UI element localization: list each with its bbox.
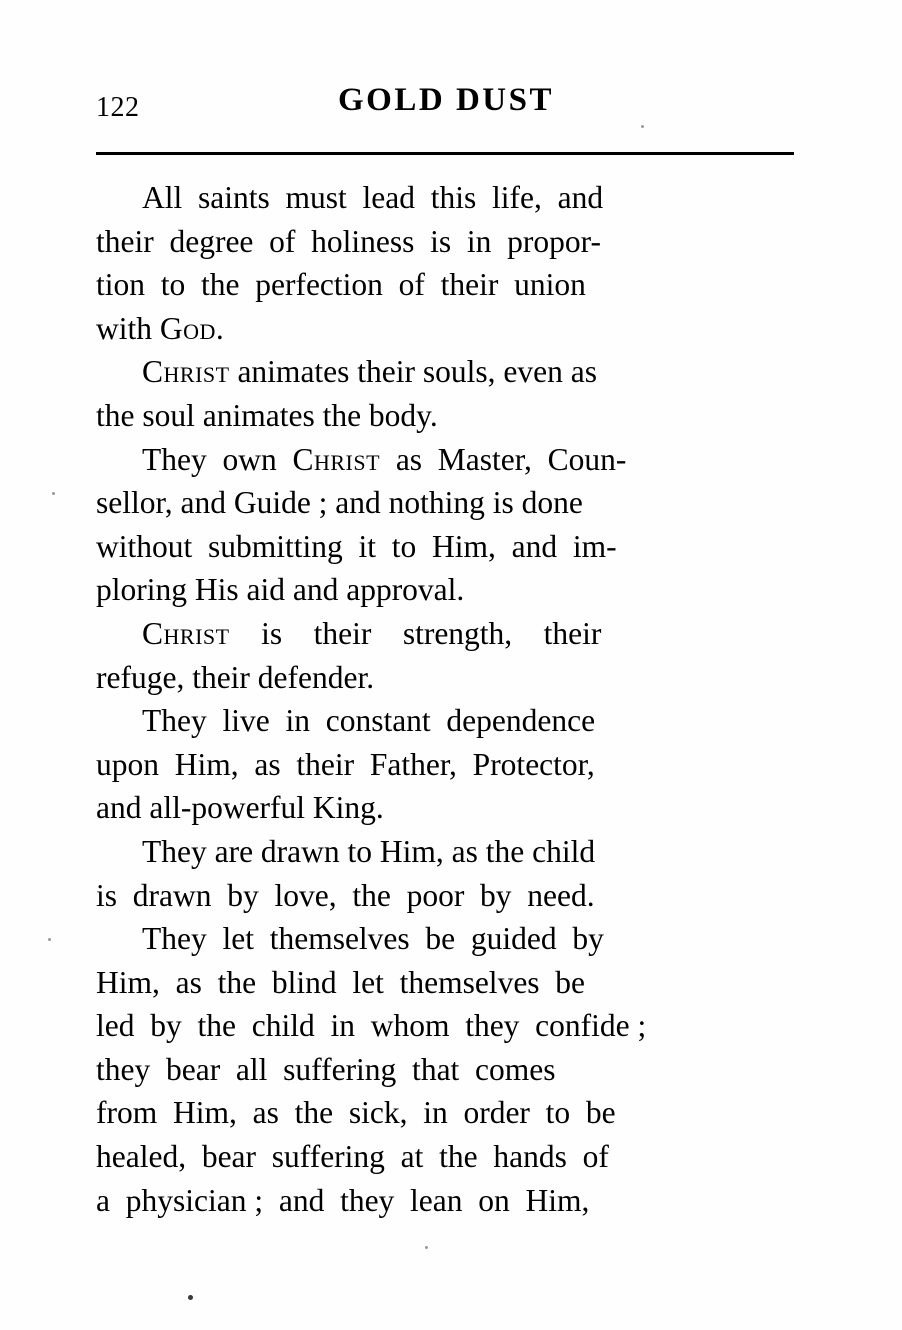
text-line: Him, as the blind let themselves be [96, 964, 586, 1000]
page-header [96, 82, 796, 128]
text-line: They let themselves be guided by [142, 921, 604, 957]
text-line: is drawn by love, the poor by need. [96, 877, 595, 913]
paragraph [96, 917, 796, 1222]
text-line: They live in constant dependence [142, 703, 596, 739]
text-line: They are drawn to Him, as the child [142, 833, 596, 869]
text-line: from Him, as the sick, in order to be [96, 1095, 616, 1131]
text-line: ploring His aid and approval. [96, 572, 465, 608]
paragraph [96, 612, 796, 699]
text-line: tion to the perfection of their union [96, 267, 586, 303]
page-speck [641, 125, 644, 128]
paragraph [96, 176, 796, 350]
text-line: with God. [96, 310, 224, 346]
text-line: They own Christ as Master, Coun- [142, 441, 627, 477]
text-line: Christ animates their souls, even as [142, 354, 597, 390]
text-line: led by the child in whom they confide ; [96, 1008, 647, 1044]
page-number: 122 [96, 92, 140, 123]
page-speck [425, 1246, 428, 1249]
page-body [96, 176, 796, 1222]
paragraph [96, 699, 796, 830]
paragraph [96, 350, 796, 437]
running-title: GOLD DUST [338, 82, 554, 118]
text-line: and all-powerful King. [96, 790, 384, 826]
page-smudge [188, 1295, 193, 1300]
text-line: refuge, their defender. [96, 659, 375, 695]
header-rule [96, 152, 794, 155]
text-line: All saints must lead this life, and [142, 180, 604, 215]
text-line: Christ is their strength, their [142, 615, 602, 651]
text-line: their degree of holiness is in propor- [96, 223, 601, 259]
text-line: healed, bear suffering at the hands of [96, 1139, 609, 1175]
paragraph [96, 438, 796, 612]
text-line: they bear all suffering that comes [96, 1051, 556, 1087]
text-line: without submitting it to Him, and im- [96, 528, 617, 564]
text-line: a physician ; and they lean on Him, [96, 1182, 590, 1218]
text-line: upon Him, as their Father, Protector, [96, 746, 595, 782]
page-speck [48, 938, 51, 941]
text-line: sellor, and Guide ; and nothing is done [96, 485, 583, 521]
text-line: the soul animates the body. [96, 397, 438, 433]
paragraph [96, 830, 796, 917]
page-speck [52, 492, 55, 495]
